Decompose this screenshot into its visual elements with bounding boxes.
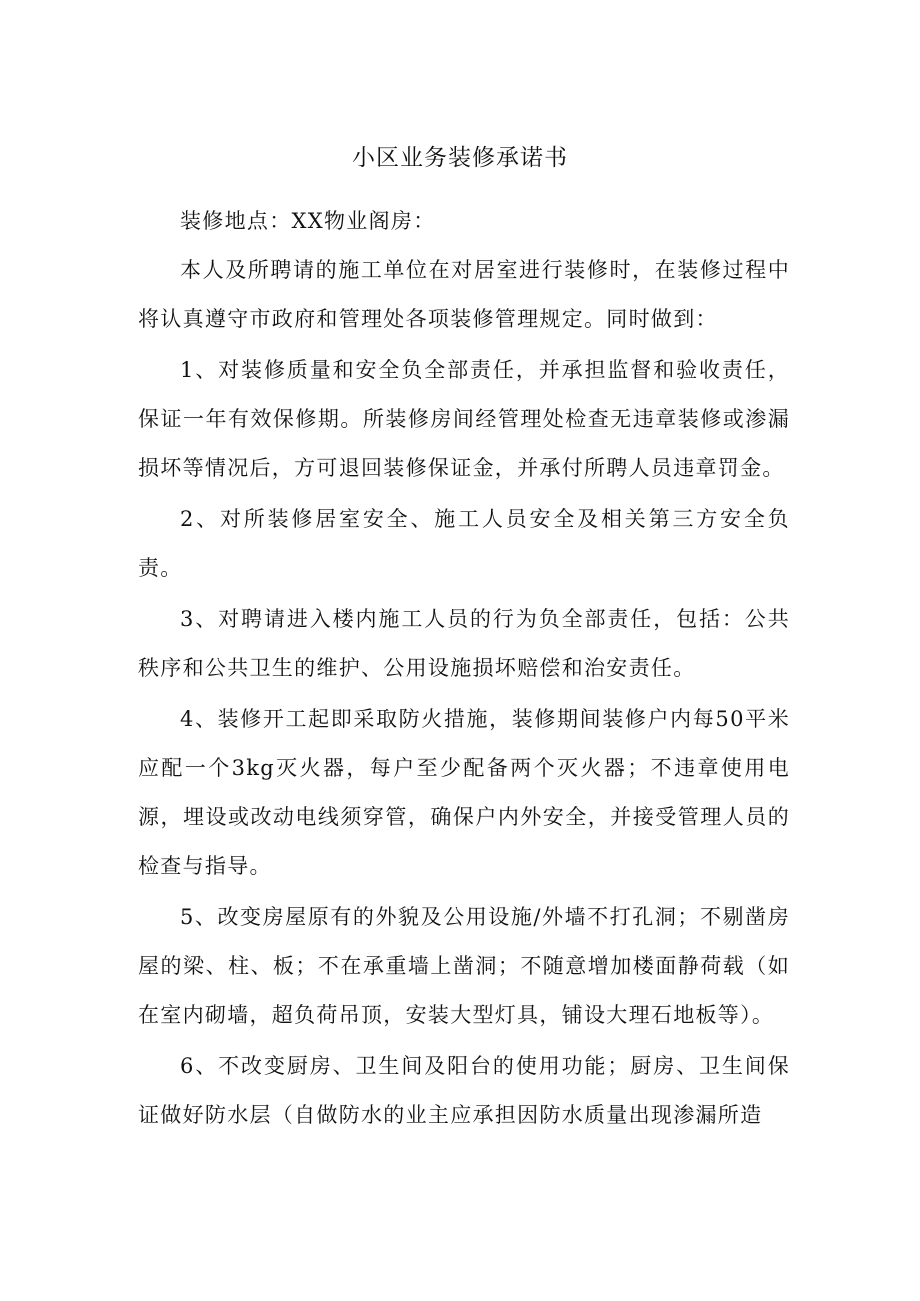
location-line: 装修地点：XX物业阁房：: [180, 209, 436, 233]
clause-3: 3、对聘请进入楼内施工人员的行为负全部责任，包括：公共秩序和公共卫生的维护、公用设施损坏赔偿和治安责任。: [138, 607, 790, 680]
document-body: [138, 197, 790, 1142]
intro-paragraph: 本人及所聘请的施工单位在对居室进行装修时，在装修过程中将认真遵守市政府和管理处各项装修管理规定。同时做到：: [138, 258, 790, 331]
clause-1: 1、对装修质量和安全负全部责任，并承担监督和验收责任，保证一年有效保修期。所装修房间经管理处检查无违章装修或渗漏损坏等情况后，方可退回装修保证金，并承付所聘人员违章罚金。: [138, 358, 790, 480]
clause-6: 6、不改变厨房、卫生间及阳台的使用功能；厨房、卫生间保证做好防水层（自做防水的业主应承担因防水质量出现渗漏所造: [138, 1054, 790, 1127]
clause-4: 4、装修开工起即采取防火措施，装修期间装修户内每50平米应配一个3kg灭火器，每户至少配备两个灭火器；不违章使用电源，埋设或改动电线须穿管，确保户内外安全，并接受管理人员的检查与指导。: [138, 707, 790, 878]
document-title: 小区业务装修承诺书: [352, 145, 568, 171]
clause-2: 2、对所装修居室安全、施工人员安全及相关第三方安全负责。: [138, 507, 790, 580]
clause-5: 5、改变房屋原有的外貌及公用设施/外墙不打孔洞；不剔凿房屋的梁、柱、板；不在承重墙上凿洞；不随意增加楼面静荷载（如在室内砌墙，超负荷吊顶，安装大型灯具，铺设大理石地板等）。: [138, 905, 790, 1027]
